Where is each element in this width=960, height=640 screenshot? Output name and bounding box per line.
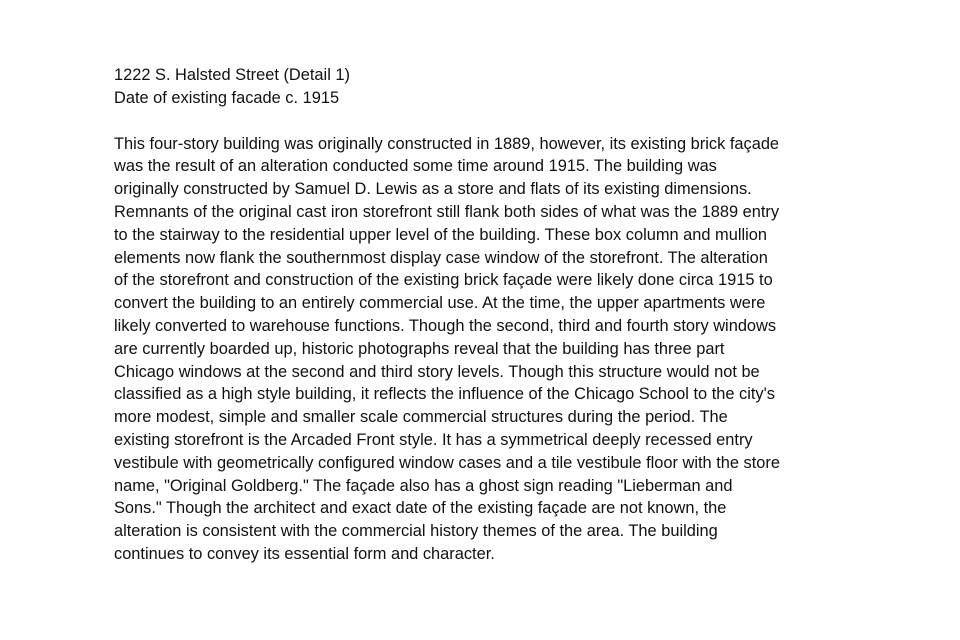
paragraph-line: Remnants of the original cast iron storefront still flank both sides of what was the 1889 entry bbox=[114, 202, 780, 221]
document-page bbox=[114, 64, 864, 566]
paragraph-line: name, "Original Goldberg." The façade also has a ghost sign reading "Lieberman and bbox=[114, 476, 733, 495]
paragraph-line: likely converted to warehouse functions. Though the second, third and fourth story windows bbox=[114, 316, 777, 335]
paragraph-line: This four-story building was originally constructed in 1889, however, its existing brick façade bbox=[114, 134, 780, 153]
paragraph-line: of the storefront and construction of the existing brick façade were likely done circa 1915 to bbox=[114, 271, 773, 290]
document-heading bbox=[114, 64, 864, 110]
paragraph-line: classified as a high style building, it reflects the influence of the Chicago School to the city's bbox=[114, 385, 775, 404]
paragraph-line: vestibule with geometrically configured window cases and a tile vestibule floor with the store bbox=[114, 453, 780, 472]
date-line: Date of existing facade c. 1915 bbox=[114, 88, 340, 107]
paragraph-line: Sons." Though the architect and exact date of the existing façade are not known, the bbox=[114, 499, 727, 518]
paragraph-line: existing storefront is the Arcaded Front style. It has a symmetrical deeply recessed entry bbox=[114, 430, 753, 449]
description-paragraph bbox=[114, 133, 864, 566]
paragraph-line: convert the building to an entirely commercial use. At the time, the upper apartments were bbox=[114, 294, 766, 313]
paragraph-line: to the stairway to the residential upper level of the building. These box column and mullion bbox=[114, 225, 767, 244]
paragraph-line: originally constructed by Samuel D. Lewis as a store and flats of its existing dimensions. bbox=[114, 180, 752, 199]
address-line: 1222 S. Halsted Street (Detail 1) bbox=[114, 66, 350, 84]
paragraph-line: continues to convey its essential form and character. bbox=[114, 544, 495, 563]
paragraph-line: are currently boarded up, historic photographs reveal that the building has three part bbox=[114, 339, 725, 358]
paragraph-line: elements now flank the southernmost display case window of the storefront. The alteration bbox=[114, 248, 768, 267]
paragraph-line: alteration is consistent with the commercial history themes of the area. The building bbox=[114, 522, 718, 541]
paragraph-line: more modest, simple and smaller scale commercial structures during the period. The bbox=[114, 408, 728, 427]
paragraph-spacer bbox=[114, 110, 864, 133]
paragraph-line: Chicago windows at the second and third story levels. Though this structure would not be bbox=[114, 362, 760, 381]
paragraph-line: was the result of an alteration conducted some time around 1915. The building was bbox=[114, 157, 717, 176]
